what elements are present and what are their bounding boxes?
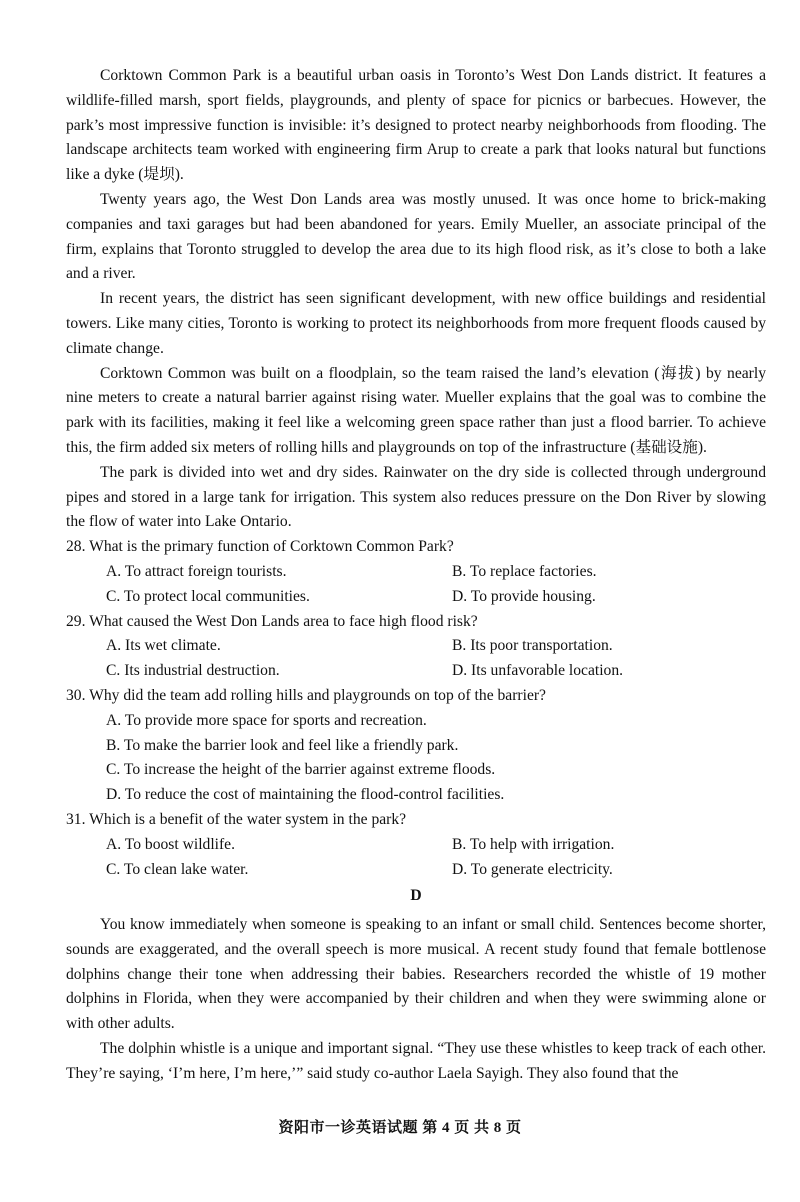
option-a: A. To boost wildlife.	[106, 835, 235, 853]
passage-paragraph: Corktown Common was built on a floodplain, so the team raised the land’s elevation (海拔) by nearly nine meters to create a natural barrier against rising water. Mueller explains that the goal was to combine the park with its facilities, making it feel like a welcoming green space rather than just a flood barrier. To achieve this, the firm added six meters of rolling hills and playgrounds on top of the infrastructure (基础设施).	[66, 364, 766, 456]
passage-paragraph: Corktown Common Park is a beautiful urban oasis in Toronto’s West Don Lands district. It features a wildlife-filled marsh, sport fields, playgrounds, and plenty of space for picnics or barbecues. However, the park’s most impressive function is invisible: it’s designed to protect nearby neighborhoods from flooding. The landscape architects team worked with engineering firm Arup to create a park that looks natural but functions like a dyke (堤坝).	[66, 67, 766, 184]
passage-paragraph: The park is divided into wet and dry sides. Rainwater on the dry side is collected through underground pipes and stored in a large tank for irrigation. This system also reduces pressure on the Don River by slowing the flow of water into Lake Ontario.	[66, 463, 766, 531]
passage-d	[66, 913, 766, 1087]
question-stem: 28. What is the primary function of Corktown Common Park?	[66, 538, 454, 556]
option-a: A. To attract foreign tourists.	[106, 562, 287, 580]
option-b: B. To replace factories.	[452, 562, 597, 580]
option-b: B. To make the barrier look and feel like a friendly park.	[106, 736, 459, 754]
option-c: C. To increase the height of the barrier against extreme floods.	[106, 761, 496, 779]
option-d: D. To reduce the cost of maintaining the flood-control facilities.	[106, 786, 505, 804]
option-a: A. Its wet climate.	[106, 637, 221, 655]
question-options	[66, 833, 766, 883]
option-b: B. Its poor transportation.	[452, 637, 613, 655]
section-heading-d: D	[410, 887, 422, 905]
option-c: C. Its industrial destruction.	[106, 662, 280, 680]
option-c: C. To clean lake water.	[106, 860, 249, 878]
passage-c	[66, 64, 766, 535]
question-28	[66, 535, 766, 609]
question-29	[66, 610, 766, 684]
question-stem: 31. Which is a benefit of the water system in the park?	[66, 810, 407, 828]
question-stem: 30. Why did the team add rolling hills and playgrounds on top of the barrier?	[66, 686, 546, 704]
option-d: D. To provide housing.	[452, 587, 596, 605]
passage-paragraph: Twenty years ago, the West Don Lands area was mostly unused. It was once home to brick-making companies and taxi garages but had been abandoned for years. Emily Mueller, an associate principal of the firm, explains that Toronto struggled to develop the area due to its high flood risk, as it’s close to both a lake and a river.	[66, 190, 766, 283]
passage-paragraph: You know immediately when someone is speaking to an infant or small child. Sentences become shorter, sounds are exaggerated, and the overall speech is more musical. A recent study found that female bottlenose dolphins change their tone when addressing their babies. Researchers recorded the whistle of 19 mother dolphins in Florida, when they were accompanied by their children and when they were swimming alone or with other adults.	[66, 916, 766, 1033]
exam-page	[66, 64, 766, 1087]
option-d: D. Its unfavorable location.	[452, 662, 624, 680]
option-d: D. To generate electricity.	[452, 860, 613, 878]
question-options	[66, 634, 766, 684]
question-options	[66, 560, 766, 610]
question-30	[66, 684, 766, 808]
question-options	[66, 709, 766, 808]
page-footer: 资阳市一诊英语试题 第 4 页 共 8 页	[278, 1120, 522, 1136]
option-c: C. To protect local communities.	[106, 587, 310, 605]
question-31	[66, 808, 766, 882]
option-a: A. To provide more space for sports and recreation.	[106, 711, 427, 729]
passage-paragraph: In recent years, the district has seen significant development, with new office buildings and residential towers. Like many cities, Toronto is working to protect its neighborhoods from more frequent floods caused by climate change.	[66, 290, 766, 357]
question-stem: 29. What caused the West Don Lands area to face high flood risk?	[66, 612, 478, 630]
passage-paragraph: The dolphin whistle is a unique and important signal. “They use these whistles to keep track of each other. They’re saying, ‘I’m here, I’m here,’” said study co-author Laela Sayigh. They also found that the	[66, 1040, 766, 1082]
option-b: B. To help with irrigation.	[452, 835, 615, 853]
